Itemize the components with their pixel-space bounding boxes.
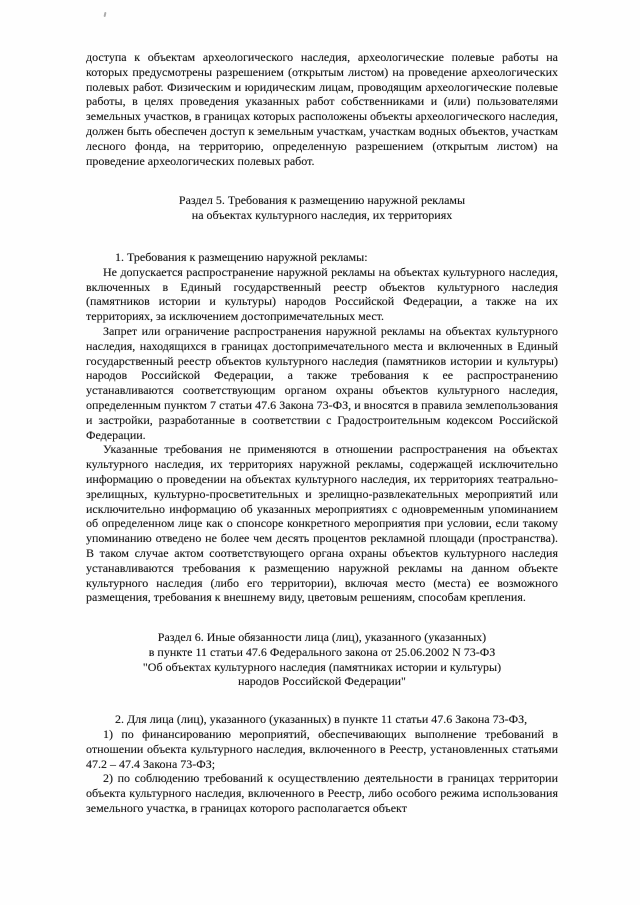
document-text (86, 50, 558, 816)
section5-paragraph-1: Не допускается распространение наружной рекламы на объектах культурного наследия, включенных в Единый государственный реестр объектов культурного наследия (памятников истории и культуры) народов Российской Федерации, а также на их территориях, за исключением достопримечательных мест. (86, 264, 558, 324)
section6-subitem-2: 2) по соблюдению требований к осуществлению деятельности в границах территории объекта культурного наследия, включенного в Реестр, либо особого режима использования земельного участка, в границах которого располагается объект (86, 771, 558, 816)
paragraph-archaeology-access: доступа к объектам археологического наследия, археологические полевые работы на которых предусмотрены разрешением (открытым листом) на проведение археологических полевых работ. Физическим и юридическим лицам, проводящим археологические полевые работы, в целях проведения указанных работ собственниками и (или) пользователями земельных участков, в границах которых расположены объекты археологического наследия, должен быть обеспечен доступ к земельным участкам, участкам водных объектов, участкам лесного фонда, на территорию, определенную разрешением (открытым листом) на проведение археологических полевых работ. (86, 50, 558, 168)
section5-paragraph-3: Указанные требования не применяются в отношении распространения на объектах культурного наследия, их территориях наружной рекламы, содержащей исключительно информацию о проведении на объектах культурного наследия, их территориях театрально-зрелищных, культурно-просветительных и зрелищно-развлекательных мероприятий или исключительно информацию об указанных мероприятиях с одновременным упоминанием об определенном лице как о спонсоре конкретного мероприятия при условии, если такому упоминанию отведено не более чем десять процентов рекламной площади (пространства). В таком случае актом соответствующего органа охраны объектов культурного наследия устанавливаются требования к размещению наружной рекламы на данном объекте культурного наследия (либо его территории), включая место (места) ее возможного размещения, требования к внешнему виду, цветовым решениям, способам крепления. (86, 442, 558, 605)
section6-item2-intro: 2. Для лица (лиц), указанного (указанных) в пункте 11 статьи 47.6 Закона 73-ФЗ, (115, 712, 528, 727)
section6-heading-line4: народов Российской Федерации" (238, 674, 406, 689)
section5-heading-line2: на объектах культурного наследия, их территориях (191, 208, 453, 223)
section5-heading (86, 193, 558, 223)
section5-paragraph-2: Запрет или ограничение распространения наружной рекламы на объектах культурного наследия, находящихся в границах достопримечательного места и включенных в Единый государственный реестр объектов культурного наследия (памятников истории и культуры) народов Российской Федерации, а также требования к ее распространению устанавливаются соответствующим органом охраны объектов культурного наследия, определенным пунктом 7 статьи 47.6 Закона 73-ФЗ, и вносятся в правила землепользования и застройки, разработанные в соответствии с Градостроительным кодексом Российской Федерации. (86, 323, 558, 442)
section6-heading-line3: "Об объектах культурного наследия (памятниках истории и культуры) (142, 659, 502, 674)
section6-heading-line1: Раздел 6. Иные обязанности лица (лиц), указанного (указанных) (157, 630, 487, 645)
scan-artifact (104, 12, 107, 17)
section5-item1-title: 1. Требования к размещению наружной рекламы: (115, 249, 368, 264)
section5-heading-line1: Раздел 5. Требования к размещению наружной рекламы (178, 193, 466, 208)
section6-subitem-1: 1) по финансированию мероприятий, обеспечивающих выполнение требований в отношении объекта культурного наследия, включенного в Реестр, установленных статьями 47.2 – 47.4 Закона 73-ФЗ; (86, 727, 558, 771)
section6-heading-line2: в пункте 11 статьи 47.6 Федерального закона от 25.06.2002 N 73-ФЗ (148, 644, 496, 659)
section6-heading (86, 630, 558, 689)
